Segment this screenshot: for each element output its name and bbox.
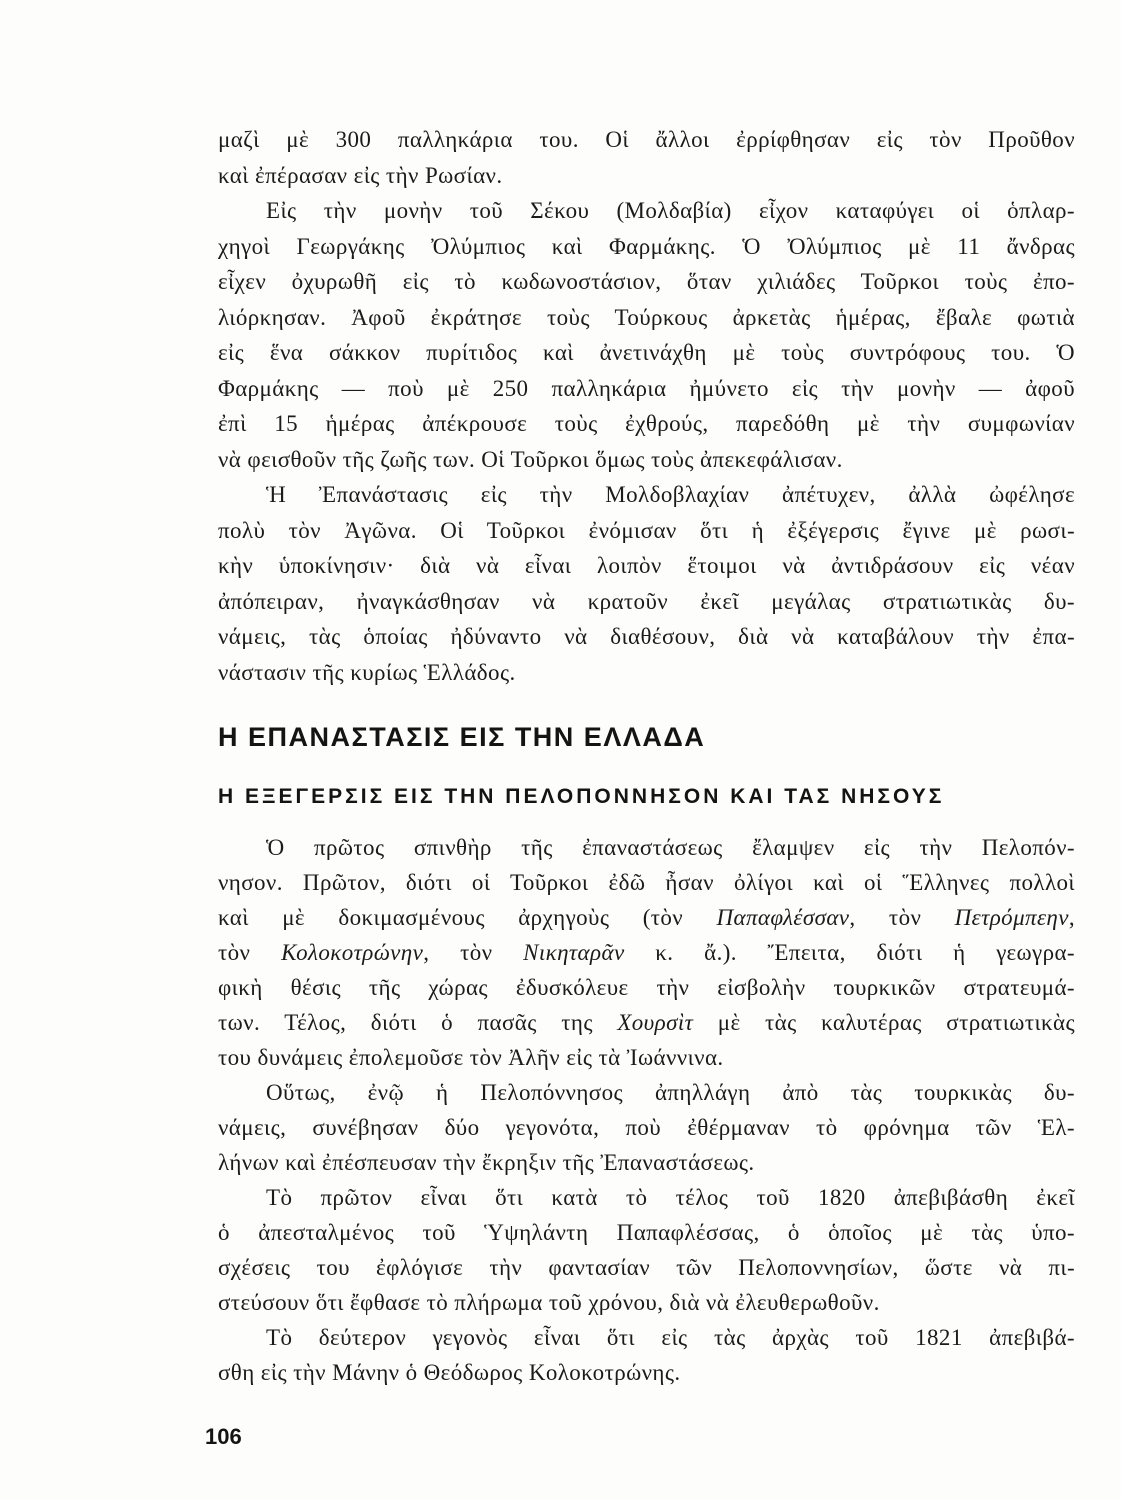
italic-name: Νικηταρᾶν — [523, 940, 625, 965]
text-line: νάμεις, συνέβησαν δύο γεγονότα, ποὺ ἐθέρμαναν τὸ φρόνημα τῶν Ἑλ- — [218, 1115, 1075, 1140]
text-line: λιόρκησαν. Ἀφοῦ ἐκράτησε τοὺς Τούρκους ἀρκετὰς ἡμέρας, ἔβαλε φωτιὰ — [218, 304, 1075, 330]
text-line: νάμεις, τὰς ὁποίας ἠδύναντο νὰ διαθέσουν, διὰ νὰ καταβάλουν τὴν ἐπα- — [218, 624, 1075, 649]
text-line — [218, 900, 1075, 935]
text-line: εἶχεν ὀχυρωθῆ εἰς τὸ κωδωνοστάσιον, ὅταν χιλιάδες Τοῦρκοι τοὺς ἐπο- — [218, 269, 1075, 294]
paragraph — [218, 1075, 1075, 1180]
text-line: χηγοὶ Γεωργάκης Ὀλύμπιος καὶ Φαρμάκης. Ὁ Ὀλύμπιος μὲ 11 ἄνδρας — [218, 233, 1075, 259]
text-line — [218, 1005, 1075, 1040]
paragraph — [218, 1180, 1075, 1320]
text-line: Ἡ Ἐπανάστασις εἰς τὴν Μολδοβλαχίαν ἀπέτυχεν, ἀλλὰ ὠφέλησε — [266, 482, 1075, 507]
text-line: λήνων καὶ ἐπέσπευσαν τὴν ἔκρηξιν τῆς Ἐπαναστάσεως. — [218, 1150, 755, 1175]
italic-name: Χουρσὶτ — [617, 1010, 694, 1035]
text-line: κὴν ὑποκίνησιν· διὰ νὰ εἶναι λοιπὸν ἕτοιμοι νὰ ἀντιδράσουν εἰς νέαν — [218, 553, 1075, 578]
italic-name: Πετρόμπεην — [954, 905, 1069, 930]
text-line: του δυνάμεις ἐπολεμοῦσε τὸν Ἀλῆν εἰς τὰ Ἰωάννινα. — [218, 1045, 724, 1070]
italic-name: Κολοκοτρώνην — [281, 940, 424, 965]
paragraph — [218, 477, 1075, 690]
text-segment: τὸν — [218, 940, 282, 965]
text-line: Εἰς τὴν μονὴν τοῦ Σέκου (Μολδαβία) εἶχον καταφύγει οἱ ὁπλαρ- — [266, 198, 1075, 223]
text-line: νὰ φεισθοῦν τῆς ζωῆς των. Οἱ Τοῦρκοι ὅμως τοὺς ἀπεκεφάλισαν. — [218, 446, 843, 472]
text-line: καὶ ἐπέρασαν εἰς τὴν Ρωσίαν. — [218, 162, 503, 188]
text-line: σθη εἰς τὴν Μάνην ὁ Θεόδωρος Κολοκοτρώνης. — [218, 1360, 681, 1385]
text-line: στεύσουν ὅτι ἔφθασε τὸ πλήρωμα τοῦ χρόνου, διὰ νὰ ἐλευθερωθοῦν. — [218, 1290, 880, 1315]
italic-name: Παπαφλέσσαν — [716, 905, 850, 930]
text-segment: μὲ τὰς καλυτέρας στρατιωτικὰς — [693, 1010, 1075, 1035]
text-segment: καὶ μὲ δοκιμασμένους ἀρχηγοὺς (τὸν — [218, 905, 717, 930]
text-line: Οὕτως, ἐνῷ ἡ Πελοπόννησος ἀπηλλάγη ἀπὸ τὰς τουρκικὰς δυ- — [266, 1080, 1075, 1105]
intro-section — [218, 122, 1075, 690]
text-column — [218, 122, 1075, 1390]
text-line: ἐπὶ 15 ἡμέρας ἀπέκρουσε τοὺς ἐχθρούς, παρεδόθη μὲ τὴν συμφωνίαν — [218, 411, 1075, 436]
text-segment: , — [1068, 905, 1075, 930]
paragraph — [218, 122, 1075, 193]
text-line: νάστασιν τῆς κυρίως Ἑλλάδος. — [218, 659, 516, 685]
text-line: Ὁ πρῶτος σπινθὴρ τῆς ἐπαναστάσεως ἔλαμψεν εἰς τὴν Πελοπόν- — [266, 835, 1075, 860]
text-line: ἀπόπειραν, ἠναγκάσθησαν νὰ κρατοῦν ἐκεῖ μεγάλας στρατιωτικὰς δυ- — [218, 588, 1075, 614]
text-segment: , τὸν — [423, 940, 524, 965]
paragraph — [218, 193, 1075, 477]
text-segment: κ. ἄ.). Ἔπειτα, διότι ἡ γεωγρα- — [624, 940, 1075, 965]
text-line: σχέσεις του ἐφλόγισε τὴν φαντασίαν τῶν Πελοποννησίων, ὥστε νὰ πι- — [218, 1255, 1075, 1280]
text-line: μαζὶ μὲ 300 παλληκάρια του. Οἱ ἄλλοι ἐρρίφθησαν εἰς τὸν Προῦθον — [218, 127, 1075, 152]
text-line: φικὴ θέσις τῆς χώρας ἐδυσκόλευε τὴν εἰσβολὴν τουρκικῶν στρατευμά- — [218, 975, 1075, 1000]
text-line: Τὸ πρῶτον εἶναι ὅτι κατὰ τὸ τέλος τοῦ 1820 ἀπεβιβάσθη ἐκεῖ — [266, 1185, 1075, 1210]
text-line: ὁ ἀπεσταλμένος τοῦ Ὑψηλάντη Παπαφλέσσας, ὁ ὁποῖος μὲ τὰς ὑπο- — [218, 1220, 1075, 1245]
section-body — [218, 830, 1075, 1390]
paragraph — [218, 830, 1075, 1075]
page-number: 106 — [205, 1424, 242, 1449]
text-line: πολὺ τὸν Ἀγῶνα. Οἱ Τοῦρκοι ἐνόμισαν ὅτι ἡ ἐξέγερσις ἔγινε μὲ ρωσι- — [218, 517, 1075, 543]
text-line: Τὸ δεύτερον γεγονὸς εἶναι ὅτι εἰς τὰς ἀρχὰς τοῦ 1821 ἀπεβιβά- — [266, 1325, 1075, 1350]
paragraph — [218, 1320, 1075, 1390]
text-segment: των. Τέλος, διότι ὁ πασᾶς της — [218, 1010, 618, 1035]
text-segment: , τὸν — [849, 905, 955, 930]
chapter-heading: Η ΕΠΑΝΑΣΤΑΣΙΣ ΕΙΣ ΤΗΝ ΕΛΛΑΔΑ — [218, 722, 706, 752]
text-line: νησον. Πρῶτον, διότι οἱ Τοῦρκοι ἐδῶ ἦσαν ὀλίγοι καὶ οἱ Ἕλληνες πολλοὶ — [218, 870, 1075, 895]
text-line: Φαρμάκης — ποὺ μὲ 250 παλληκάρια ἠμύνετο εἰς τὴν μονὴν — ἀφοῦ — [218, 375, 1075, 401]
section-subheading: Η ΕΞΕΓΕΡΣΙΣ ΕΙΣ ΤΗΝ ΠΕΛΟΠΟΝΝΗΣΟΝ ΚΑΙ ΤΑΣ ΝΗΣΟΥΣ — [218, 785, 945, 808]
text-line — [218, 935, 1075, 970]
text-line: εἰς ἕνα σάκκον πυρίτιδος καὶ ἀνετινάχθη μὲ τοὺς συντρόφους του. Ὁ — [218, 340, 1075, 365]
